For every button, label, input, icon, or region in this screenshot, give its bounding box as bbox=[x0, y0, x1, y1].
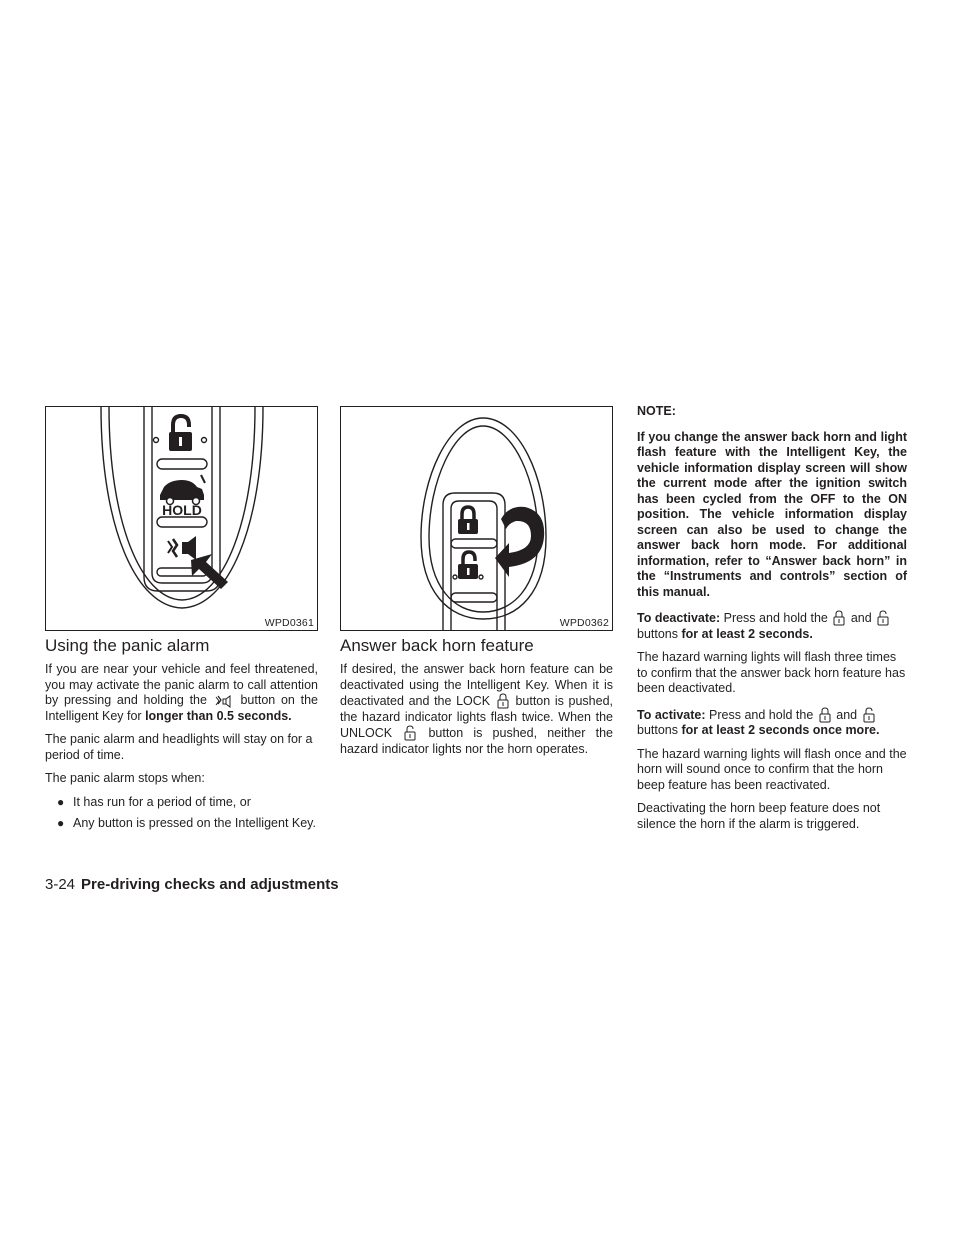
section-heading: Answer back horn feature bbox=[340, 636, 534, 655]
intelligent-key-illustration bbox=[46, 407, 318, 631]
list-item: ● Any button is pressed on the Intelligent Key. bbox=[57, 816, 316, 830]
deactivate-instruction: To deactivate: Press and hold the and buttons for at least 2 seconds. bbox=[637, 610, 907, 642]
section-title: Pre-driving checks and adjustments bbox=[81, 876, 339, 893]
figure-code: WPD0361 bbox=[264, 617, 314, 629]
intelligent-key-lock-illustration bbox=[341, 407, 613, 631]
unlock-icon bbox=[404, 725, 416, 741]
unlock-icon bbox=[877, 610, 889, 626]
paragraph: The panic alarm stops when: bbox=[45, 771, 205, 785]
section-heading: Using the panic alarm bbox=[45, 636, 210, 655]
trunk-button-icon bbox=[160, 475, 205, 505]
lock-icon bbox=[833, 610, 845, 626]
press-arrow-icon bbox=[191, 554, 228, 589]
answer-back-section bbox=[340, 636, 613, 765]
paragraph: Deactivating the horn beep feature does not silence the horn if the alarm is triggered. bbox=[637, 801, 881, 831]
note-section bbox=[637, 404, 907, 840]
unlock-button-icon bbox=[458, 552, 478, 579]
figure-code: WPD0362 bbox=[559, 617, 609, 629]
lock-icon bbox=[819, 707, 831, 723]
lock-icon bbox=[497, 693, 509, 709]
paragraph: The hazard warning lights will flash three times to confirm that the answer back horn feature has been deactivated. bbox=[637, 650, 906, 695]
paragraph: The hazard warning lights will flash once and the horn will sound once to confirm that the horn beep feature has been reactivated. bbox=[637, 746, 907, 792]
note-body: If you change the answer back horn and light flash feature with the Intelligent Key, the vehicle information display screen will show the current mode after the ignition switch has been cycled from the OFF to the ON position. The vehicle information display screen can also be used to change the answer back horn mode. For additional information, refer to “Answer back horn” in the “Instruments and controls” section of this manual. bbox=[637, 429, 907, 599]
note-heading: NOTE: bbox=[637, 404, 676, 418]
page-footer bbox=[45, 876, 339, 893]
lock-button-icon bbox=[169, 416, 192, 451]
hold-label: HOLD bbox=[162, 502, 202, 518]
unlock-icon bbox=[863, 707, 875, 723]
activate-instruction: To activate: Press and hold the and buttons for at least 2 seconds once more. bbox=[637, 707, 880, 737]
panic-icon bbox=[215, 694, 233, 708]
panic-button-icon bbox=[168, 536, 196, 560]
lock-button-icon bbox=[458, 507, 478, 534]
paragraph: The panic alarm and headlights will stay on for a period of time. bbox=[45, 732, 313, 762]
figure-panic-key bbox=[45, 406, 318, 631]
paragraph: If you are near your vehicle and feel threatened, you may activate the panic alarm to call attention by pressing and holding the button on the Intelligent Key for longer than 0.5 seconds. bbox=[45, 662, 318, 723]
panic-alarm-section bbox=[45, 636, 318, 838]
page-number: 3-24 bbox=[45, 876, 76, 893]
list-item: ● It has run for a period of time, or bbox=[57, 794, 251, 809]
paragraph: If desired, the answer back horn feature can be deactivated using the Intelligent Key. When it is deactivated and the LOCK button is pushed, the hazard indicator lights flash twice. When the UNLOCK button is pushed, neither the hazard indicator lights nor the horn operates. bbox=[340, 662, 614, 756]
curved-arrow-icon bbox=[495, 507, 544, 577]
figure-answer-back-key bbox=[340, 406, 613, 631]
